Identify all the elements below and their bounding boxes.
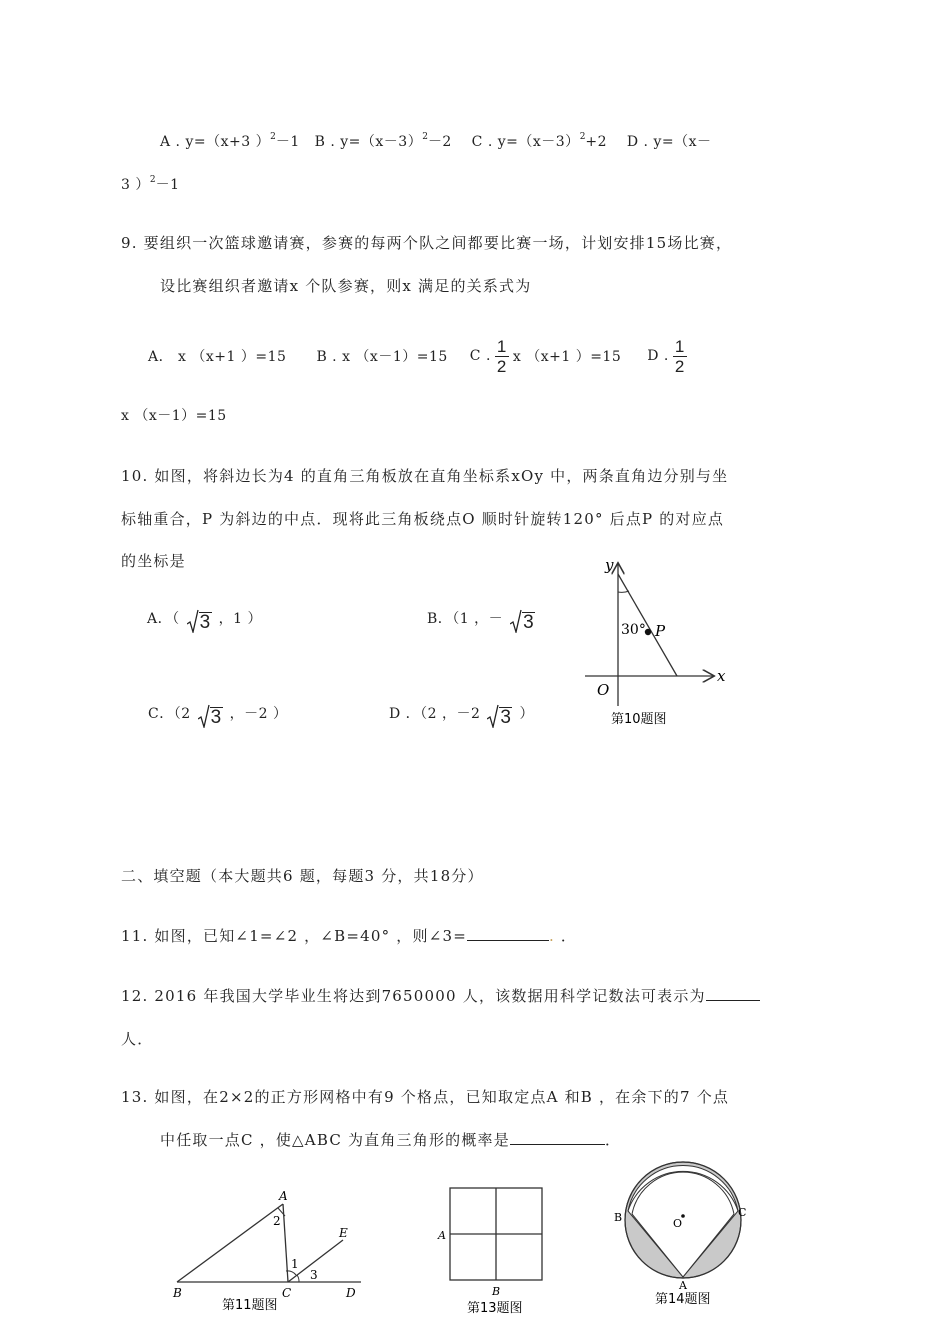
q10-angle-arc	[618, 591, 629, 592]
sqrt-sign	[487, 704, 512, 728]
q14-figure	[608, 1158, 758, 1308]
q10-figure	[585, 556, 735, 731]
q10-origin-label: O	[597, 681, 610, 699]
q9-fraction-c-den: 2	[496, 356, 507, 376]
q11-label-1: 1	[291, 1257, 299, 1271]
q11-label-c: C	[282, 1286, 292, 1300]
q10-caption: 第10题图	[611, 712, 667, 727]
q12-text: 12. 2016 年我国大学毕业生将达到7650000 人，该数据用科学记数法可表示为	[121, 987, 706, 1005]
q14-label-c: C	[738, 1206, 747, 1219]
q8-options-line	[160, 131, 712, 151]
q10-option-d-radicand: 3	[500, 707, 512, 728]
q12-line	[121, 985, 760, 1006]
q8-option-d-tail: －1	[155, 177, 180, 193]
q11-angle3-arc	[297, 1275, 299, 1282]
q8-option-c: C . y=（x－3）	[471, 134, 580, 150]
q11-label-2: 2	[273, 1214, 281, 1228]
q10-line1: 10. 如图，将斜边长为4 的直角三角板放在直角坐标系xOy 中，两条直角边分别与坐	[121, 467, 729, 485]
q11-label-a: A	[279, 1189, 288, 1203]
q13-answer-blank[interactable]	[510, 1144, 605, 1145]
q8-option-c-exp: 2	[579, 132, 586, 142]
q10-x-label: x	[717, 667, 726, 685]
q9-line2: 设比赛组织者邀请x 个队参赛，则x 满足的关系式为	[160, 277, 532, 295]
sqrt-sign	[187, 609, 212, 633]
q11-figure	[165, 1185, 375, 1315]
q10-line3: 的坐标是	[121, 552, 186, 570]
q10-option-c-pre: C．（2	[148, 706, 191, 722]
q13-label-b: B	[492, 1285, 501, 1298]
q11-label-e: E	[339, 1226, 348, 1240]
q11-label-b: B	[173, 1286, 182, 1300]
q11-end: ．	[560, 927, 578, 945]
q9-option-a: A． x （x+1 ）=15	[148, 349, 287, 365]
q12-answer-blank[interactable]	[706, 1000, 760, 1001]
sqrt-sign	[198, 704, 223, 728]
q14-label-a: A	[679, 1279, 687, 1292]
q9-fraction-c	[495, 337, 509, 376]
q10-p-label: P	[655, 622, 666, 640]
q14-caption: 第14题图	[655, 1292, 711, 1307]
q11-answer-blank[interactable]	[467, 940, 549, 941]
q11-text: 11. 如图，已知∠1=∠2 ，∠B=40° ，则∠3=	[121, 927, 467, 945]
q9-option-c-label: C .	[469, 348, 491, 364]
q8-option-c-tail: +2	[585, 134, 608, 150]
q11-label-d: D	[346, 1286, 356, 1300]
q11-dot: .	[548, 927, 555, 945]
q13-figure	[430, 1182, 555, 1322]
q8-option-b-exp: 2	[422, 132, 428, 142]
q11-caption: 第11题图	[222, 1298, 278, 1313]
q10-line2: 标轴重合，P 为斜边的中点．现将此三角板绕点O 顺时针旋转120° 后点P 的对应点	[121, 510, 725, 528]
q9-fraction-d-den: 2	[674, 356, 685, 376]
q13-line2	[160, 1129, 621, 1150]
q9-line1: 9. 要组织一次篮球邀请赛，参赛的每两个队之间都要比赛一场，计划安排15场比赛，	[121, 234, 733, 252]
q9-options-line	[148, 334, 691, 378]
q10-option-a-radicand: 3	[199, 612, 211, 633]
q9-option-b: B . x （x－1）=15	[316, 349, 448, 365]
q8-option-d-exp: 2	[149, 175, 156, 185]
q8-option-d: D . y=（x－	[626, 134, 712, 150]
q11-line-ac	[283, 1204, 288, 1282]
q11-line	[121, 925, 577, 946]
q10-option-d-post: ）	[519, 706, 534, 722]
q9-option-d-label: D .	[647, 348, 669, 364]
q13-caption: 第13题图	[467, 1301, 523, 1316]
section2-heading: 二、填空题（本大题共6 题，每题3 分，共18分）	[121, 867, 484, 885]
q8-option-b-tail: －2	[427, 134, 452, 150]
q10-option-d	[389, 703, 534, 728]
q8-option-b: B . y=（x－3）	[314, 134, 423, 150]
q13-text: 中任取一点C ，使△ABC 为直角三角形的概率是	[160, 1131, 510, 1149]
q10-option-b	[427, 608, 537, 633]
q13-line1: 13. 如图，在2×2的正方形网格中有9 个格点，已知取定点A 和B ，在余下的7 个点	[121, 1088, 730, 1106]
q10-option-d-pre: D ．（2 ，－2	[389, 706, 481, 722]
q8-option-d-cont	[121, 174, 180, 194]
q10-option-a	[147, 608, 262, 633]
q10-angle-label: 30°	[621, 622, 646, 638]
q11-line-ba	[177, 1204, 283, 1282]
q10-option-a-pre: A．（	[147, 611, 180, 627]
q9-fraction-d	[673, 337, 687, 376]
q14-label-o: O	[673, 1217, 683, 1230]
q11-label-3: 3	[310, 1268, 318, 1282]
q10-option-c-radicand: 3	[210, 707, 222, 728]
q10-option-c-post: ，－2 ）	[229, 706, 288, 722]
q13-end: ．	[604, 1131, 622, 1149]
q9-fraction-d-num: 1	[674, 336, 685, 356]
q9-fraction-c-num: 1	[496, 336, 507, 356]
q8-option-a-tail: －1	[275, 134, 300, 150]
q10-option-b-radicand: 3	[523, 612, 535, 633]
q10-option-a-post: ，1 ）	[218, 611, 262, 627]
q12-cont: 人．	[121, 1030, 154, 1048]
q14-label-b: B	[614, 1211, 623, 1224]
sqrt-sign	[510, 609, 535, 633]
q9-option-c: x （x+1 ）=15	[512, 349, 622, 365]
q10-option-c	[148, 703, 287, 728]
q9-option-d-cont: x （x－1）=15	[121, 408, 227, 424]
q13-label-a: A	[438, 1229, 446, 1242]
q8-option-d-cont-text: 3 ）	[121, 177, 150, 193]
q8-option-a: A . y=（x+3 ）	[160, 134, 271, 150]
q10-y-label: y	[605, 556, 614, 574]
q10-option-b-pre: B．（1 ，－	[427, 611, 504, 627]
q8-option-a-exp: 2	[270, 132, 276, 142]
